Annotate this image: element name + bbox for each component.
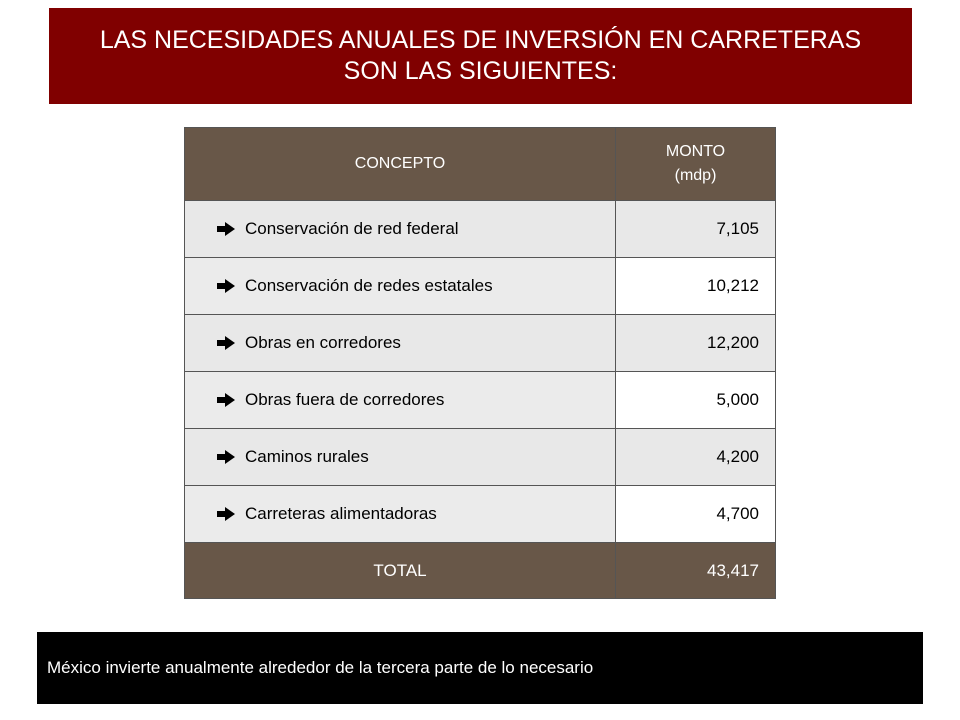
row-concept: Caminos rurales <box>245 447 369 466</box>
title-line-1: LAS NECESIDADES ANUALES DE INVERSIÓN EN CARRETERAS <box>99 26 862 54</box>
footer-text: México invierte anualmente alrededor de la tercera parte de lo necesario <box>47 658 594 677</box>
table-row <box>185 315 775 372</box>
table-row <box>185 201 775 258</box>
row-concept-cell <box>185 429 616 485</box>
row-concept-cell <box>185 372 616 428</box>
table-row <box>185 372 775 429</box>
row-concept: Obras en corredores <box>245 333 401 352</box>
total-amount: 43,417 <box>707 560 759 580</box>
table-header-row <box>185 128 775 201</box>
header-concept: CONCEPTO <box>185 128 616 200</box>
arrow-right-icon <box>215 335 237 351</box>
row-concept: Carreteras alimentadoras <box>245 504 437 523</box>
footer-banner <box>37 632 923 704</box>
row-amount: 7,105 <box>616 201 775 257</box>
investment-table <box>184 127 776 599</box>
table-total-row <box>185 543 775 598</box>
row-amount: 4,200 <box>616 429 775 485</box>
header-amount-unit: (mdp) <box>674 167 717 184</box>
row-concept-cell <box>185 201 616 257</box>
row-amount: 10,212 <box>616 258 775 314</box>
row-amount: 12,200 <box>616 315 775 371</box>
row-amount: 4,700 <box>616 486 775 542</box>
table-row <box>185 429 775 486</box>
total-label: TOTAL <box>185 543 616 598</box>
row-concept-cell <box>185 486 616 542</box>
table-row <box>185 258 775 315</box>
title-banner <box>49 8 912 104</box>
arrow-right-icon <box>215 449 237 465</box>
header-amount-label: MONTO <box>665 143 726 160</box>
row-concept-cell <box>185 258 616 314</box>
table-row <box>185 486 775 543</box>
arrow-right-icon <box>215 221 237 237</box>
row-concept: Obras fuera de corredores <box>245 390 445 409</box>
arrow-right-icon <box>215 392 237 408</box>
row-concept-cell <box>185 315 616 371</box>
row-amount: 5,000 <box>616 372 775 428</box>
header-amount <box>616 128 775 200</box>
row-concept: Conservación de redes estatales <box>245 276 493 295</box>
row-concept: Conservación de red federal <box>245 219 459 238</box>
arrow-right-icon <box>215 506 237 522</box>
arrow-right-icon <box>215 278 237 294</box>
title-line-2: SON LAS SIGUIENTES: <box>343 57 618 85</box>
